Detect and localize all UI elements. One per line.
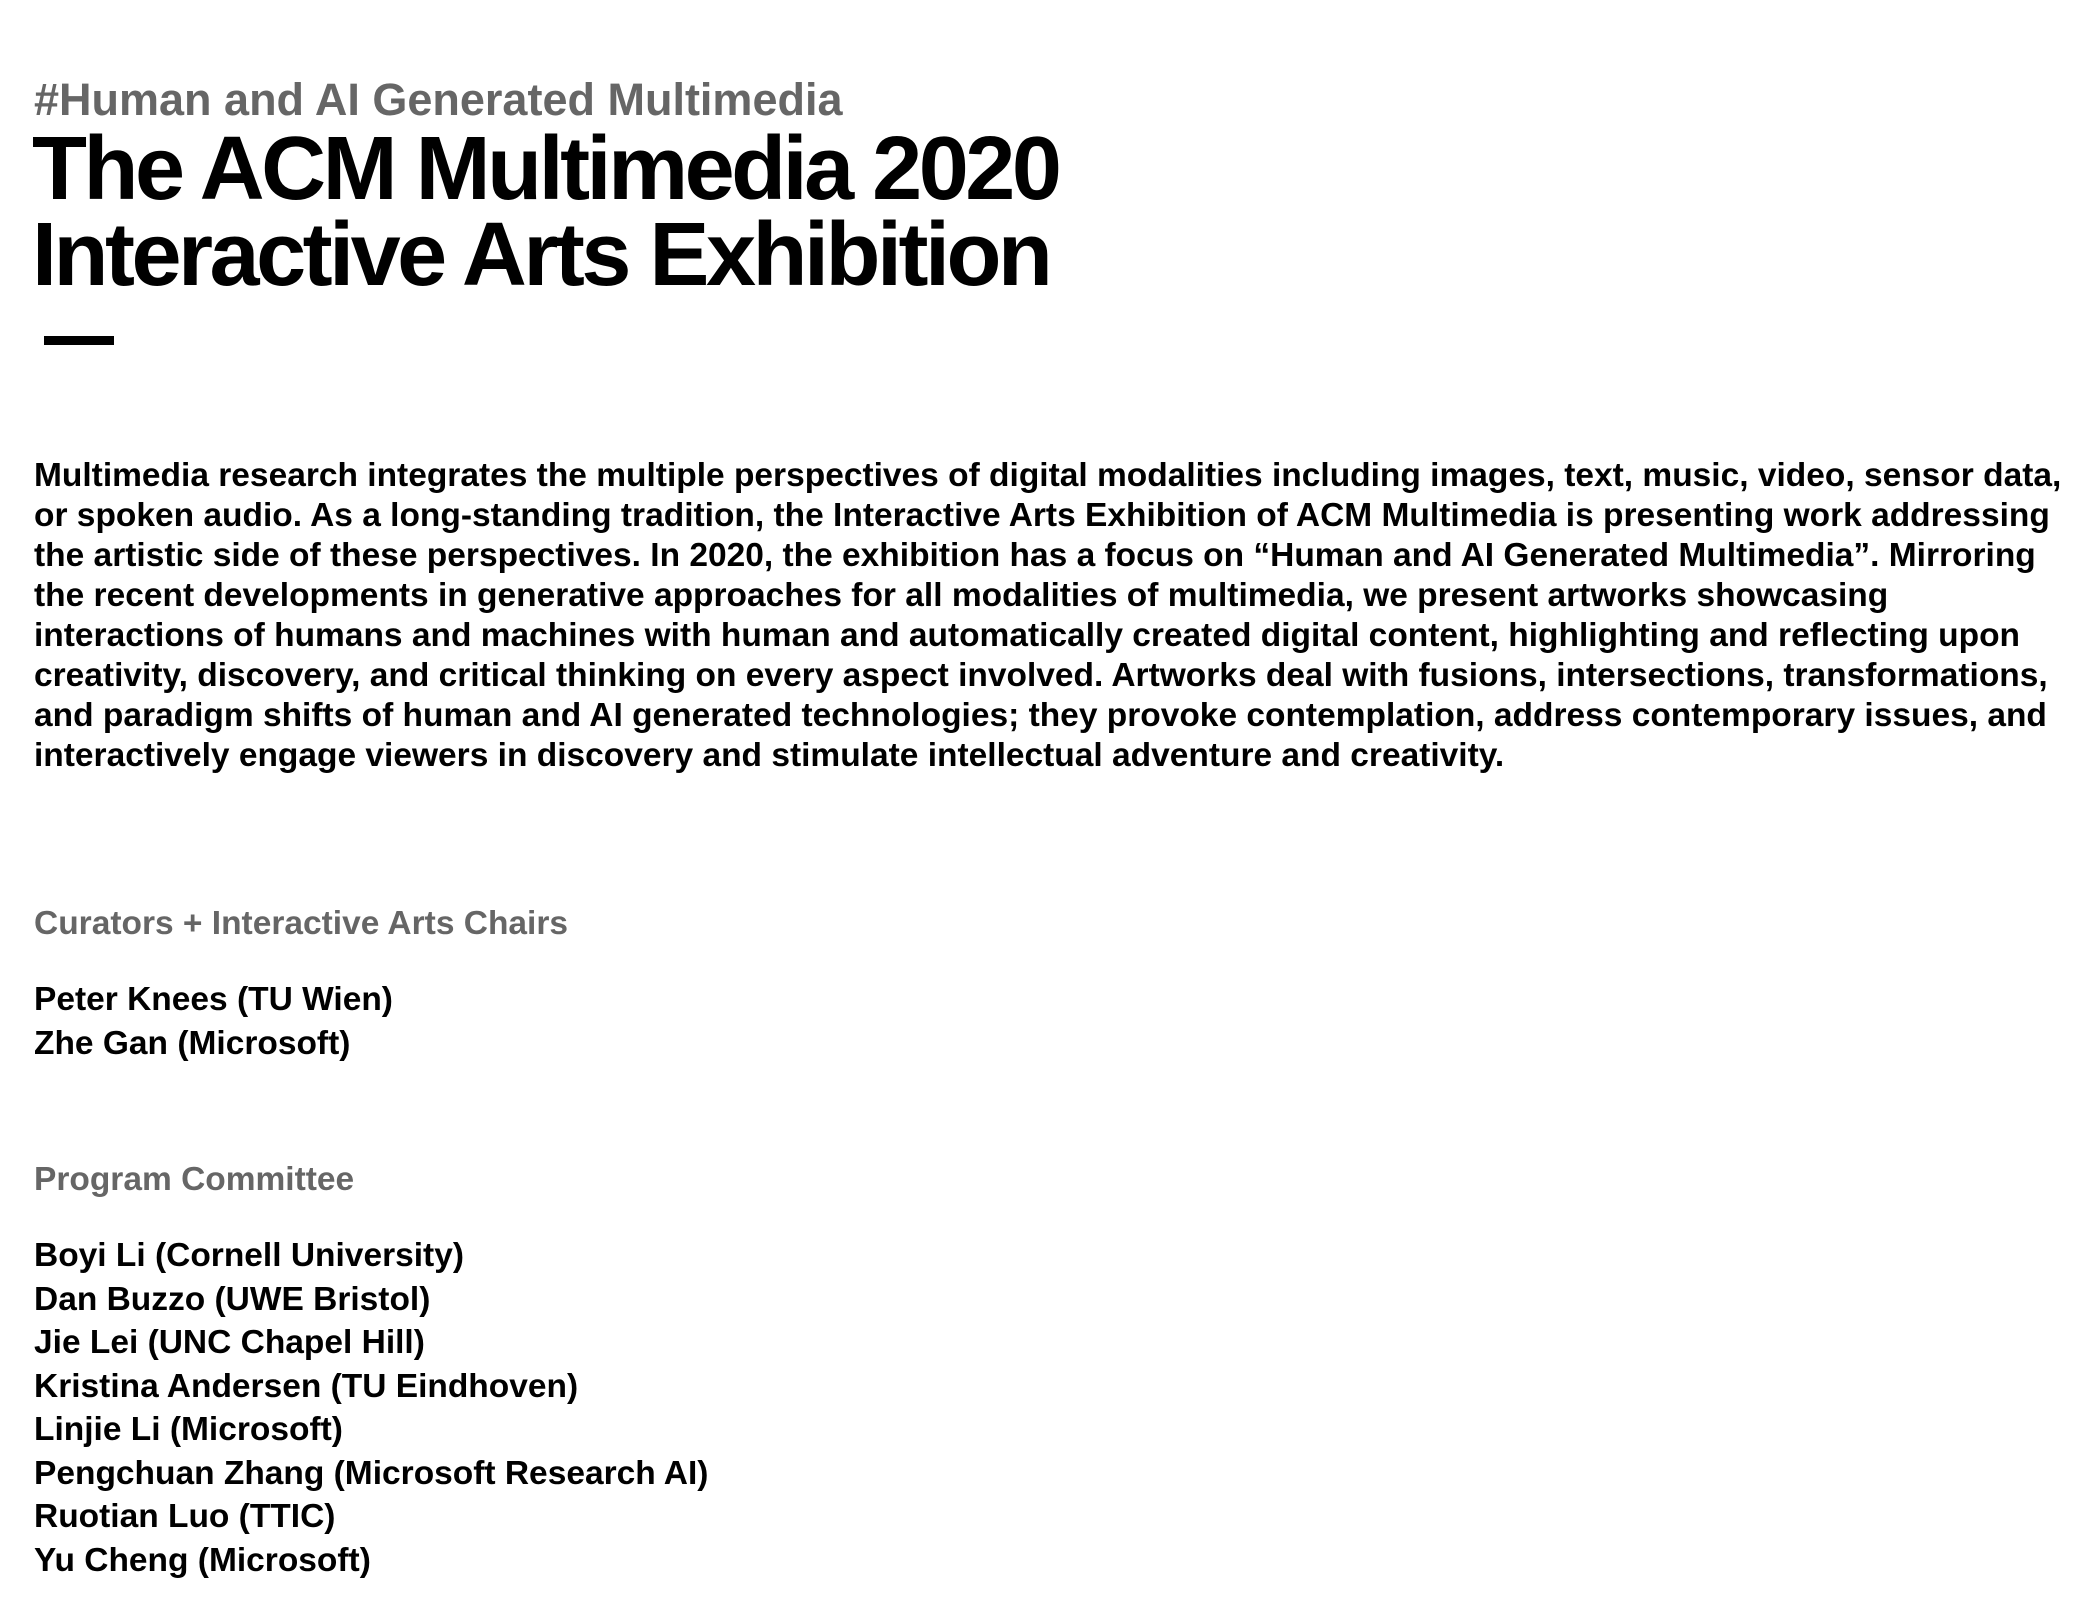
page-title-line-2: Interactive Arts Exhibition xyxy=(32,205,1050,305)
curators-heading: Curators + Interactive Arts Chairs xyxy=(34,905,569,942)
program-committee-heading: Program Committee xyxy=(34,1161,355,1198)
committee-member-item: Jie Lei (UNC Chapel Hill) xyxy=(34,1324,425,1361)
curators-list xyxy=(34,978,393,1065)
hashtag-subtitle: #Human and AI Generated Multimedia xyxy=(34,74,843,125)
program-committee-list xyxy=(34,1234,708,1582)
committee-member-item: Ruotian Luo (TTIC) xyxy=(34,1498,336,1535)
committee-member-item: Linjie Li (Microsoft) xyxy=(34,1411,343,1448)
title-divider xyxy=(44,336,114,345)
intro-paragraph: Multimedia research integrates the multiple perspectives of digital modalities including images, text, music, video, sensor data, or spoken audio. As a long-standing tradition, the Interactive Arts Exhibition of ACM Multimedia is presenting work addressing the artistic side of these perspectives. In 2020, the exhibition has a focus on “Human and AI Generated Multimedia”. Mirroring the recent developments in generative approaches for all modalities of multimedia, we present artworks showcasing interactions of humans and machines with human and automatically created digital content, highlighting and reflecting upon creativity, discovery, and critical thinking on every aspect involved. Artworks deal with fusions, intersections, transformations, and paradigm shifts of human and AI generated technologies; they provoke contemplation, address contemporary issues, and interactively engage viewers in discovery and stimulate intellectual adventure and creativity. xyxy=(34,457,2062,774)
committee-member-item: Kristina Andersen (TU Eindhoven) xyxy=(34,1367,579,1405)
committee-member-item: Dan Buzzo (UWE Bristol) xyxy=(34,1280,431,1318)
curator-item: Zhe Gan (Microsoft) xyxy=(34,1024,351,1062)
committee-member-item: Yu Cheng (Microsoft) xyxy=(34,1541,371,1579)
committee-member-item: Boyi Li (Cornell University) xyxy=(34,1237,464,1274)
page-title-line-1: The ACM Multimedia 2020 xyxy=(32,119,1059,219)
page-title xyxy=(32,119,1059,305)
committee-member-item: Pengchuan Zhang (Microsoft Research AI) xyxy=(34,1454,709,1492)
curator-item: Peter Knees (TU Wien) xyxy=(34,981,393,1018)
